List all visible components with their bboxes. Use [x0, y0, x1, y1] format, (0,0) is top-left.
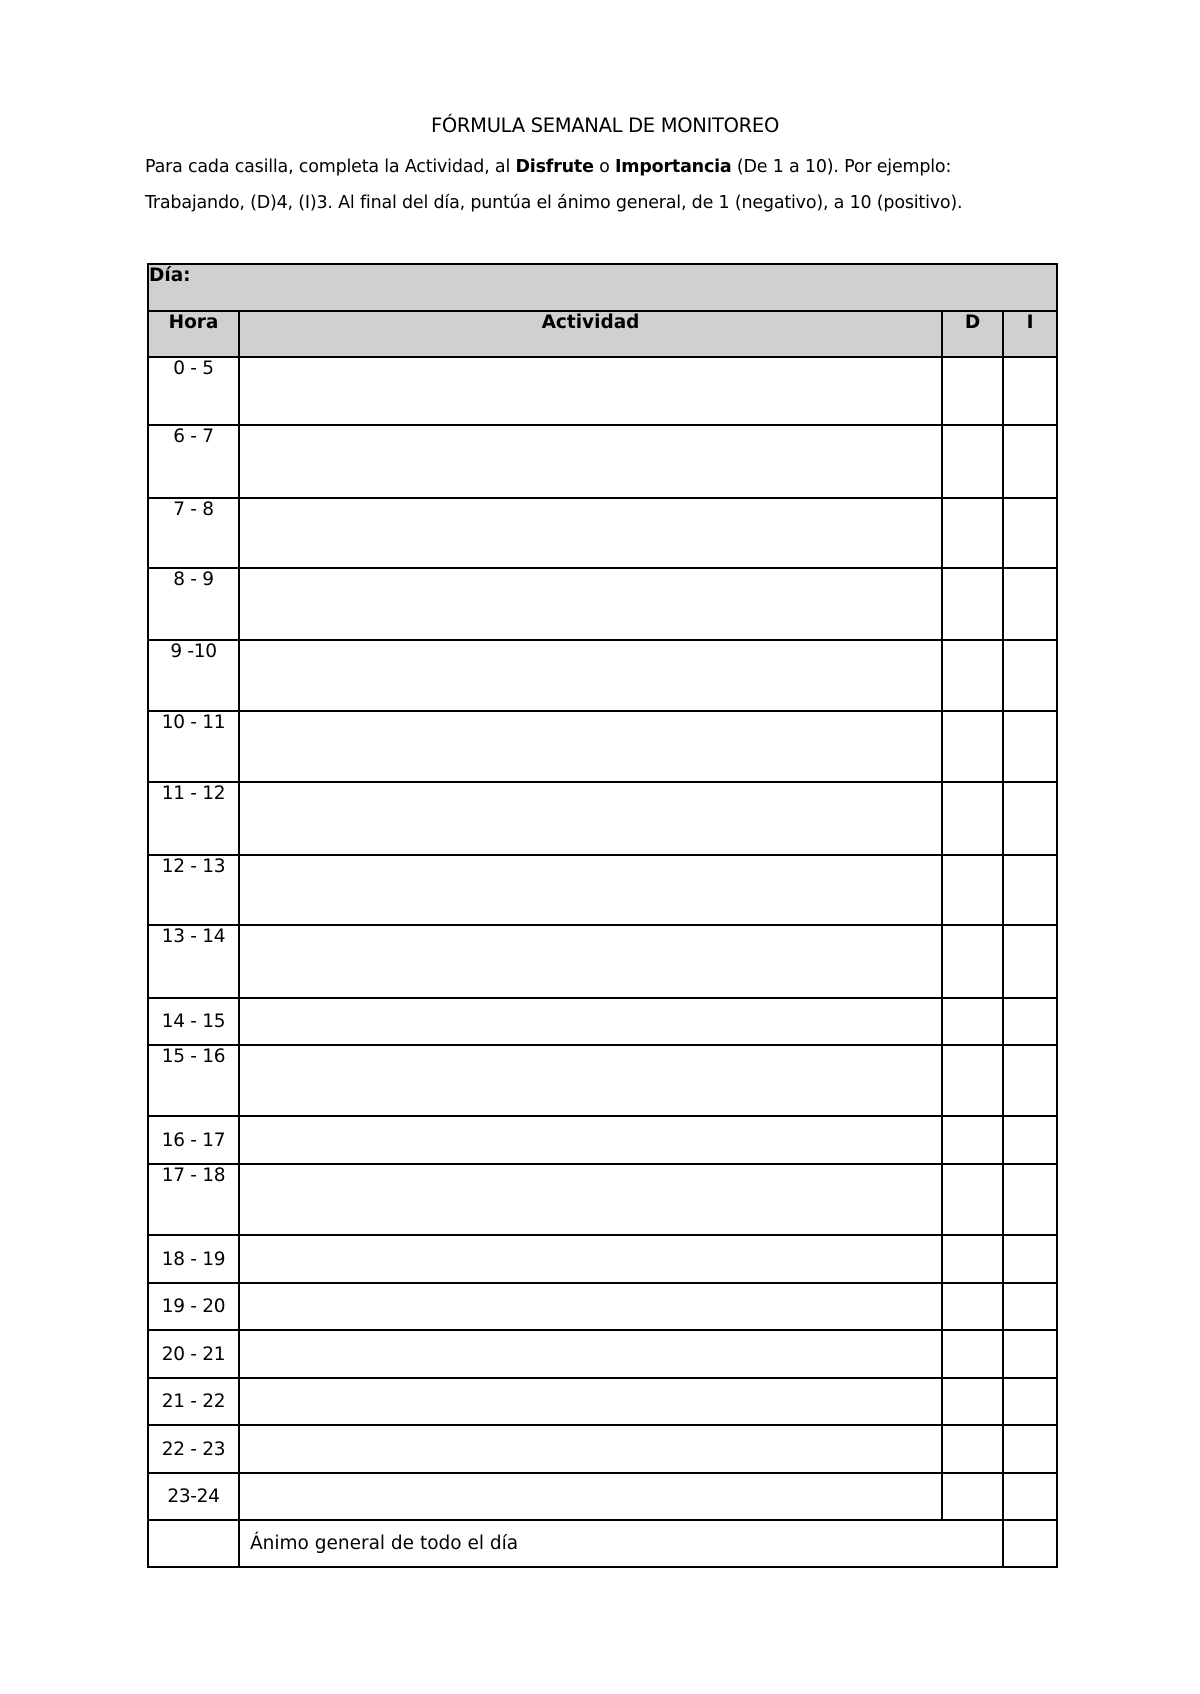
monitoring-table — [147, 263, 1058, 1568]
hora-cell: 7 - 8 — [148, 498, 239, 568]
d-cell[interactable] — [942, 998, 1003, 1045]
hora-cell: 10 - 11 — [148, 711, 239, 782]
hour-row — [148, 568, 1057, 640]
actividad-cell[interactable] — [239, 855, 942, 925]
d-cell[interactable] — [942, 855, 1003, 925]
actividad-cell[interactable] — [239, 782, 942, 855]
i-cell[interactable] — [1003, 855, 1057, 925]
d-cell[interactable] — [942, 498, 1003, 568]
i-cell[interactable] — [1003, 1235, 1057, 1283]
actividad-cell[interactable] — [239, 357, 942, 425]
actividad-cell[interactable] — [239, 1164, 942, 1235]
hora-cell: 15 - 16 — [148, 1045, 239, 1116]
hora-cell: 6 - 7 — [148, 425, 239, 498]
i-cell[interactable] — [1003, 1116, 1057, 1164]
i-cell[interactable] — [1003, 568, 1057, 640]
d-cell[interactable] — [942, 1045, 1003, 1116]
i-cell[interactable] — [1003, 1473, 1057, 1520]
hour-row — [148, 498, 1057, 568]
hour-row — [148, 357, 1057, 425]
hora-cell: 23-24 — [148, 1473, 239, 1520]
d-cell[interactable] — [942, 1116, 1003, 1164]
i-cell[interactable] — [1003, 1164, 1057, 1235]
hour-row — [148, 1116, 1057, 1164]
hora-cell: 17 - 18 — [148, 1164, 239, 1235]
d-cell[interactable] — [942, 357, 1003, 425]
i-cell[interactable] — [1003, 1045, 1057, 1116]
day-field[interactable]: Día: — [148, 264, 1057, 311]
hora-cell: 12 - 13 — [148, 855, 239, 925]
actividad-cell[interactable] — [239, 1330, 942, 1378]
hour-row — [148, 425, 1057, 498]
hour-row — [148, 1045, 1057, 1116]
instructions-line-2: Trabajando, (D)4, (I)3. Al final del día, puntúa el ánimo general, de 1 (negativo), a 10 (positivo). — [145, 193, 963, 213]
i-cell[interactable] — [1003, 1425, 1057, 1473]
d-cell[interactable] — [942, 1235, 1003, 1283]
i-cell[interactable] — [1003, 711, 1057, 782]
i-cell[interactable] — [1003, 425, 1057, 498]
d-cell[interactable] — [942, 425, 1003, 498]
hora-cell: 21 - 22 — [148, 1378, 239, 1425]
mood-score-cell[interactable] — [1003, 1520, 1057, 1567]
d-cell[interactable] — [942, 1473, 1003, 1520]
d-cell[interactable] — [942, 711, 1003, 782]
d-cell[interactable] — [942, 782, 1003, 855]
actividad-cell[interactable] — [239, 1378, 942, 1425]
instructions-text: (De 1 a 10). Por ejemplo: — [731, 157, 952, 177]
hour-row — [148, 711, 1057, 782]
d-cell[interactable] — [942, 1164, 1003, 1235]
actividad-cell[interactable] — [239, 568, 942, 640]
mood-row — [148, 1520, 1057, 1567]
d-cell[interactable] — [942, 640, 1003, 711]
column-header-hora: Hora — [148, 311, 239, 357]
instructions-bold-disfrute: Disfrute — [515, 157, 594, 177]
i-cell[interactable] — [1003, 925, 1057, 998]
hora-cell: 9 -10 — [148, 640, 239, 711]
actividad-cell[interactable] — [239, 1116, 942, 1164]
hora-cell: 13 - 14 — [148, 925, 239, 998]
actividad-cell[interactable] — [239, 1045, 942, 1116]
hour-row — [148, 1378, 1057, 1425]
hour-row — [148, 1164, 1057, 1235]
column-header-i: I — [1003, 311, 1057, 357]
hora-cell: 0 - 5 — [148, 357, 239, 425]
hour-row — [148, 1283, 1057, 1330]
instructions-text: o — [593, 157, 615, 177]
i-cell[interactable] — [1003, 998, 1057, 1045]
hora-cell: 18 - 19 — [148, 1235, 239, 1283]
d-cell[interactable] — [942, 925, 1003, 998]
column-header-actividad: Actividad — [239, 311, 942, 357]
d-cell[interactable] — [942, 568, 1003, 640]
i-cell[interactable] — [1003, 1283, 1057, 1330]
instructions-line-1 — [145, 157, 1085, 177]
hora-cell: 11 - 12 — [148, 782, 239, 855]
hour-row — [148, 1235, 1057, 1283]
d-cell[interactable] — [942, 1425, 1003, 1473]
d-cell[interactable] — [942, 1283, 1003, 1330]
actividad-cell[interactable] — [239, 925, 942, 998]
actividad-cell[interactable] — [239, 498, 942, 568]
hour-row — [148, 925, 1057, 998]
mood-label: Ánimo general de todo el día — [239, 1520, 1003, 1567]
actividad-cell[interactable] — [239, 425, 942, 498]
actividad-cell[interactable] — [239, 1425, 942, 1473]
actividad-cell[interactable] — [239, 1473, 942, 1520]
actividad-cell[interactable] — [239, 998, 942, 1045]
column-header-d: D — [942, 311, 1003, 357]
header-row — [148, 311, 1057, 357]
hora-cell: 16 - 17 — [148, 1116, 239, 1164]
hour-row — [148, 1425, 1057, 1473]
hora-cell: 14 - 15 — [148, 998, 239, 1045]
page-title: FÓRMULA SEMANAL DE MONITOREO — [430, 114, 780, 137]
actividad-cell[interactable] — [239, 1283, 942, 1330]
i-cell[interactable] — [1003, 782, 1057, 855]
hora-cell: 8 - 9 — [148, 568, 239, 640]
hour-row — [148, 782, 1057, 855]
hour-row — [148, 998, 1057, 1045]
hour-row — [148, 1473, 1057, 1520]
hour-row — [148, 1330, 1057, 1378]
hora-cell: 22 - 23 — [148, 1425, 239, 1473]
d-cell[interactable] — [942, 1378, 1003, 1425]
actividad-cell[interactable] — [239, 640, 942, 711]
i-cell[interactable] — [1003, 1378, 1057, 1425]
day-row — [148, 264, 1057, 311]
hour-row — [148, 640, 1057, 711]
actividad-cell[interactable] — [239, 711, 942, 782]
i-cell[interactable] — [1003, 640, 1057, 711]
i-cell[interactable] — [1003, 357, 1057, 425]
i-cell[interactable] — [1003, 1330, 1057, 1378]
actividad-cell[interactable] — [239, 1235, 942, 1283]
i-cell[interactable] — [1003, 498, 1057, 568]
instructions-text: Para cada casilla, completa la Actividad, al — [145, 157, 516, 177]
d-cell[interactable] — [942, 1330, 1003, 1378]
mood-empty-cell — [148, 1520, 239, 1567]
hora-cell: 20 - 21 — [148, 1330, 239, 1378]
instructions-bold-importancia: Importancia — [614, 157, 732, 177]
hour-row — [148, 855, 1057, 925]
hora-cell: 19 - 20 — [148, 1283, 239, 1330]
